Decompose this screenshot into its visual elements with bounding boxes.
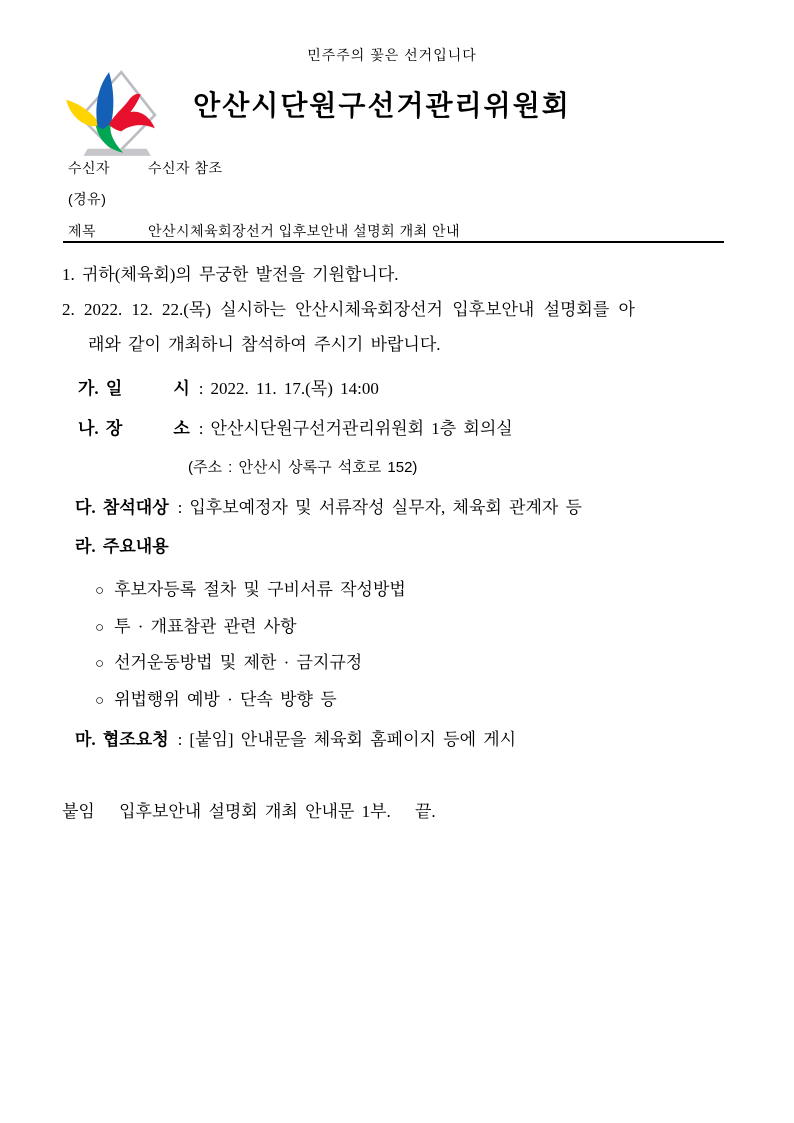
item-date-separator: : — [198, 379, 204, 398]
recipient-row — [68, 158, 223, 178]
item-cooperation-value: [붙임] 안내문을 체육회 홈페이지 등에 게시 — [189, 730, 517, 749]
paragraph-2-line-1: 2. 2022. 12. 22.(목) 실시하는 안산시체육회장선거 입후보안내 설명회를 아 — [62, 300, 635, 319]
bullet-text: 투 · 개표참관 관련 사항 — [114, 617, 297, 636]
bullet-text: 위법행위 예방 · 단속 방향 등 — [114, 690, 337, 709]
item-place-value: 안산시단원구선거관리위원회 1층 회의실 — [210, 419, 513, 438]
bullet-item — [95, 612, 297, 637]
item-place-address: (주소 : 안산시 상록구 석호로 152) — [188, 459, 418, 476]
item-place-label: 나. 장 소 — [78, 419, 190, 438]
bullet-text: 선거운동방법 및 제한 · 금지규정 — [114, 653, 363, 672]
item-topics-label: 라. 주요내용 — [75, 537, 169, 556]
circle-bullet-icon: ○ — [95, 693, 105, 709]
via-row: (경유) — [68, 191, 107, 207]
circle-bullet-icon: ○ — [95, 583, 105, 599]
item-date-label: 가. 일 시 — [78, 379, 190, 398]
item-attendees-row — [75, 493, 582, 518]
item-cooperation-separator: : — [177, 730, 183, 749]
bullet-item — [95, 685, 337, 710]
item-cooperation-row — [75, 725, 516, 750]
subject-label: 제목 — [68, 223, 97, 239]
item-cooperation-label: 마. 협조요청 — [75, 730, 169, 749]
item-attendees-value: 입후보예정자 및 서류작성 실무자, 체육회 관계자 등 — [189, 498, 582, 517]
bullet-item — [95, 575, 406, 600]
subject-value: 안산시체육회장선거 입후보안내 설명회 개최 안내 — [148, 223, 461, 239]
circle-bullet-icon: ○ — [95, 620, 105, 636]
recipient-value: 수신자 참조 — [148, 160, 223, 176]
recipient-label: 수신자 — [68, 160, 111, 176]
paragraph-1: 1. 귀하(체육회)의 무궁한 발전을 기원합니다. — [62, 265, 399, 284]
bullet-item — [95, 648, 362, 673]
item-date-row — [78, 374, 379, 399]
item-place-row — [78, 414, 513, 439]
attachment-line: 붙임 입후보안내 설명회 개최 안내문 1부. 끝. — [62, 802, 436, 821]
header-divider — [63, 241, 724, 243]
item-attendees-separator: : — [177, 498, 183, 517]
org-title: 안산시단원구선거관리위원회 — [193, 90, 571, 121]
circle-bullet-icon: ○ — [95, 656, 105, 672]
item-date-value: 2022. 11. 17.(목) 14:00 — [210, 379, 379, 398]
header-slogan: 민주주의 꽃은 선거입니다 — [307, 47, 477, 63]
item-attendees-label: 다. 참석대상 — [75, 498, 169, 517]
paragraph-2-line-2: 래와 같이 개최하니 참석하여 주시기 바랍니다. — [88, 335, 441, 354]
item-topics-row — [75, 532, 169, 557]
subject-row — [68, 221, 460, 241]
item-place-separator: : — [198, 419, 204, 438]
bullet-text: 후보자등록 절차 및 구비서류 작성방법 — [114, 580, 406, 599]
